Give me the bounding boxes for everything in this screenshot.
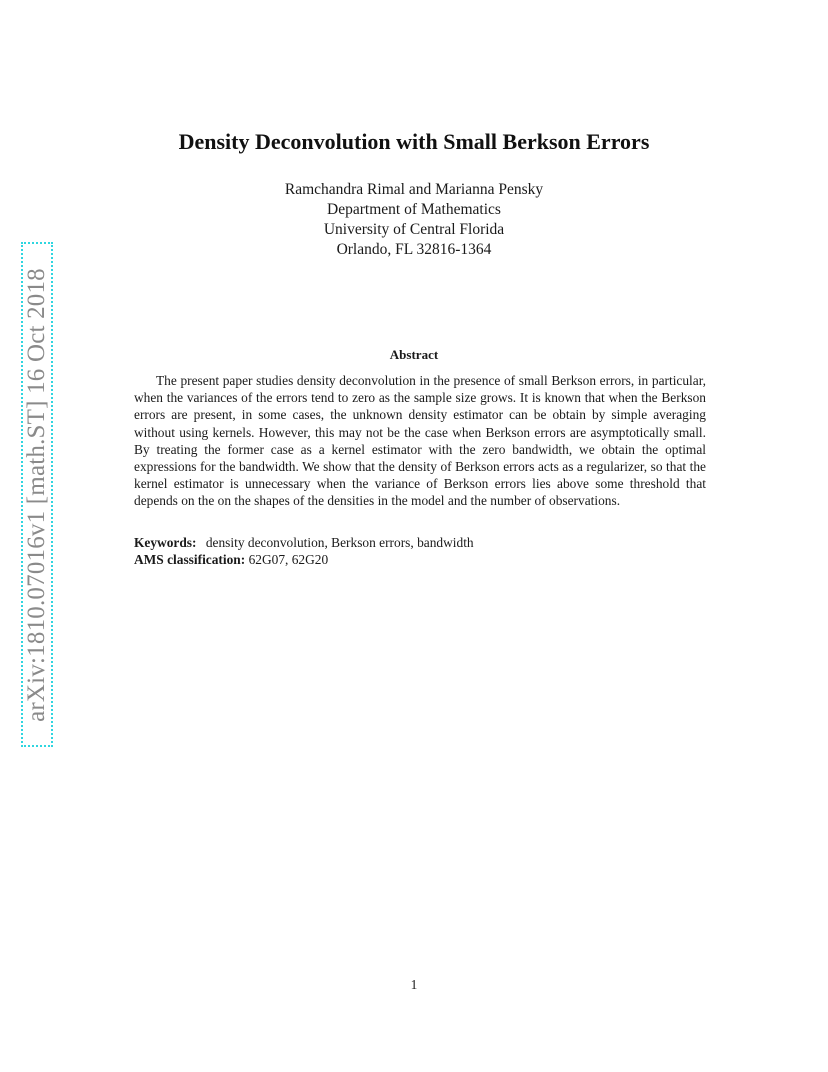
ams-line xyxy=(134,551,474,568)
arxiv-identifier: arXiv:1810.07016v1 [math.ST] 16 Oct 2018 xyxy=(23,267,50,722)
university: University of Central Florida xyxy=(323,221,505,238)
keywords-label: Keywords: xyxy=(134,535,197,550)
abstract-heading: Abstract xyxy=(389,347,439,362)
department: Department of Mathematics xyxy=(327,201,501,218)
keywords-value: density deconvolution, Berkson errors, bandwidth xyxy=(205,535,474,550)
location: Orlando, FL 32816-1364 xyxy=(336,241,492,258)
authors: Ramchandra Rimal and Marianna Pensky xyxy=(284,181,544,198)
ams-label: AMS classification: xyxy=(134,552,246,567)
author-block xyxy=(0,180,828,260)
keywords-section xyxy=(134,534,474,568)
keywords-line xyxy=(134,534,474,551)
paper-title: Density Deconvolution with Small Berkson Errors xyxy=(178,129,650,154)
abstract-text: The present paper studies density deconvolution in the presence of small Berkson errors, in particular, when the variances of the errors tend to zero as the sample size grows. It is known that when the Berkson errors are present, in some cases, the unknown density estimator can be obtain by simple averaging without using kernels. However, this may not be the case when Berkson errors are asymptotically small. By treating the former case as a kernel estimator with the zero bandwidth, we obtain the optimal expressions for the bandwidth. We show that the density of Berkson errors acts as a regularizer, so that the kernel estimator is unnecessary when the variance of Berkson errors lies above some threshold that depends on the on the shapes of the densities in the model and the number of observations. xyxy=(134,373,706,509)
arxiv-stamp xyxy=(21,242,53,747)
page-number: 1 xyxy=(410,977,418,992)
ams-value: 62G07, 62G20 xyxy=(248,552,329,567)
